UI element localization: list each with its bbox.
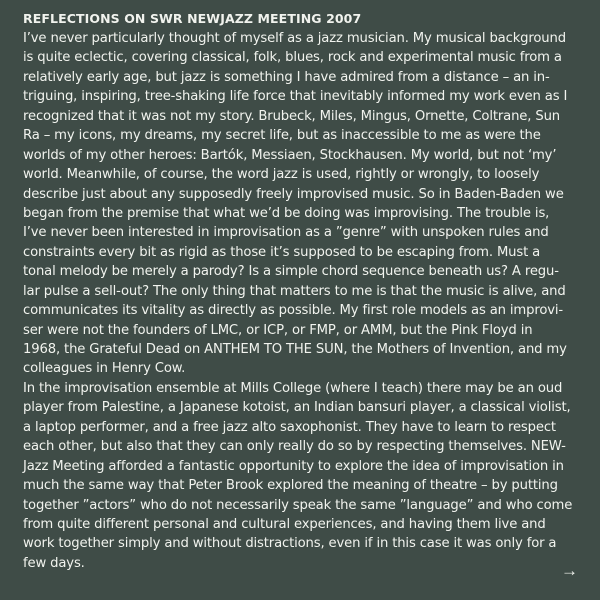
page-title: REFLECTIONS ON SWR NEWJAZZ MEETING 2007: [23, 11, 362, 26]
text-line: from quite different personal and cultural experiences, and having them live and: [23, 516, 546, 532]
text-line: tonal melody be merely a parody? Is a simple chord sequence beneath us? A regu-: [23, 264, 559, 280]
text-line: world. Meanwhile, of course, the word jazz is used, rightly or wrongly, to loosely: [23, 167, 540, 183]
text-line: much the same way that Peter Brook explored the meaning of theatre – by putting: [23, 478, 558, 494]
text-line: is quite eclectic, covering classical, folk, blues, rock and experimental music from a: [23, 50, 562, 66]
text-line: relatively early age, but jazz is something I have admired from a distance – an in-: [23, 69, 550, 85]
text-line: a laptop performer, and a free jazz alto saxophonist. They have to learn to respect: [23, 419, 556, 435]
text-line: I’ve never particularly thought of myself as a jazz musician. My musical background: [23, 31, 566, 46]
text-line: work together simply and without distractions, even if in this case it was only for a: [23, 536, 557, 552]
text-line: Ra – my icons, my dreams, my secret life, but as inaccessible to me as were the: [23, 128, 541, 144]
text-line: recognized that it was not my story. Brubeck, Miles, Mingus, Ornette, Coltrane, Sun: [23, 108, 560, 124]
text-line: few days.: [23, 555, 85, 571]
text-line: began from the premise that what we’d be doing was improvising. The trouble is,: [23, 205, 550, 221]
text-line: player from Palestine, a Japanese kotoist, an Indian bansuri player, a classical violist,: [23, 400, 571, 416]
text-line: Jazz Meeting afforded a fantastic opportunity to explore the idea of improvisation in: [23, 458, 564, 474]
text-line: communicates its vitality as directly as possible. My first role models as an improvi-: [23, 303, 564, 319]
text-line: constraints every bit as rigid as those it’s supposed to be escaping from. Must a: [23, 244, 541, 260]
text-line: describe just about any supposedly freely improvised music. So in Baden-Baden we: [23, 186, 564, 202]
text-line: triguing, inspiring, tree-shaking life force that inevitably informed my work even as I: [23, 89, 568, 105]
text-line: worlds of my other heroes: Bartók, Messiaen, Stockhausen. My world, but not ‘my’: [23, 147, 557, 163]
text-line: colleagues in Henry Cow.: [23, 361, 186, 377]
text-line: ser were not the founders of LMC, or ICP, or FMP, or AMM, but the Pink Floyd in: [23, 322, 533, 338]
text-line: I’ve never been interested in improvisation as a ”genre” with unspoken rules and: [23, 225, 549, 241]
text-line: each other, but also that they can only really do so by respecting themselves. NEW-: [23, 439, 566, 455]
arrow-right-icon: →: [561, 561, 578, 580]
text-line: together ”actors” who do not necessarily speak the same ”language” and who come: [23, 497, 573, 513]
text-line: 1968, the Grateful Dead on ANTHEM TO THE SUN, the Mothers of Invention, and my: [23, 342, 567, 357]
text-line: In the improvisation ensemble at Mills College (where I teach) there may be an oud: [23, 380, 563, 396]
article-body: [23, 29, 582, 573]
text-line: lar pulse a sell-out? The only thing that matters to me is that the music is alive, and: [23, 283, 566, 299]
